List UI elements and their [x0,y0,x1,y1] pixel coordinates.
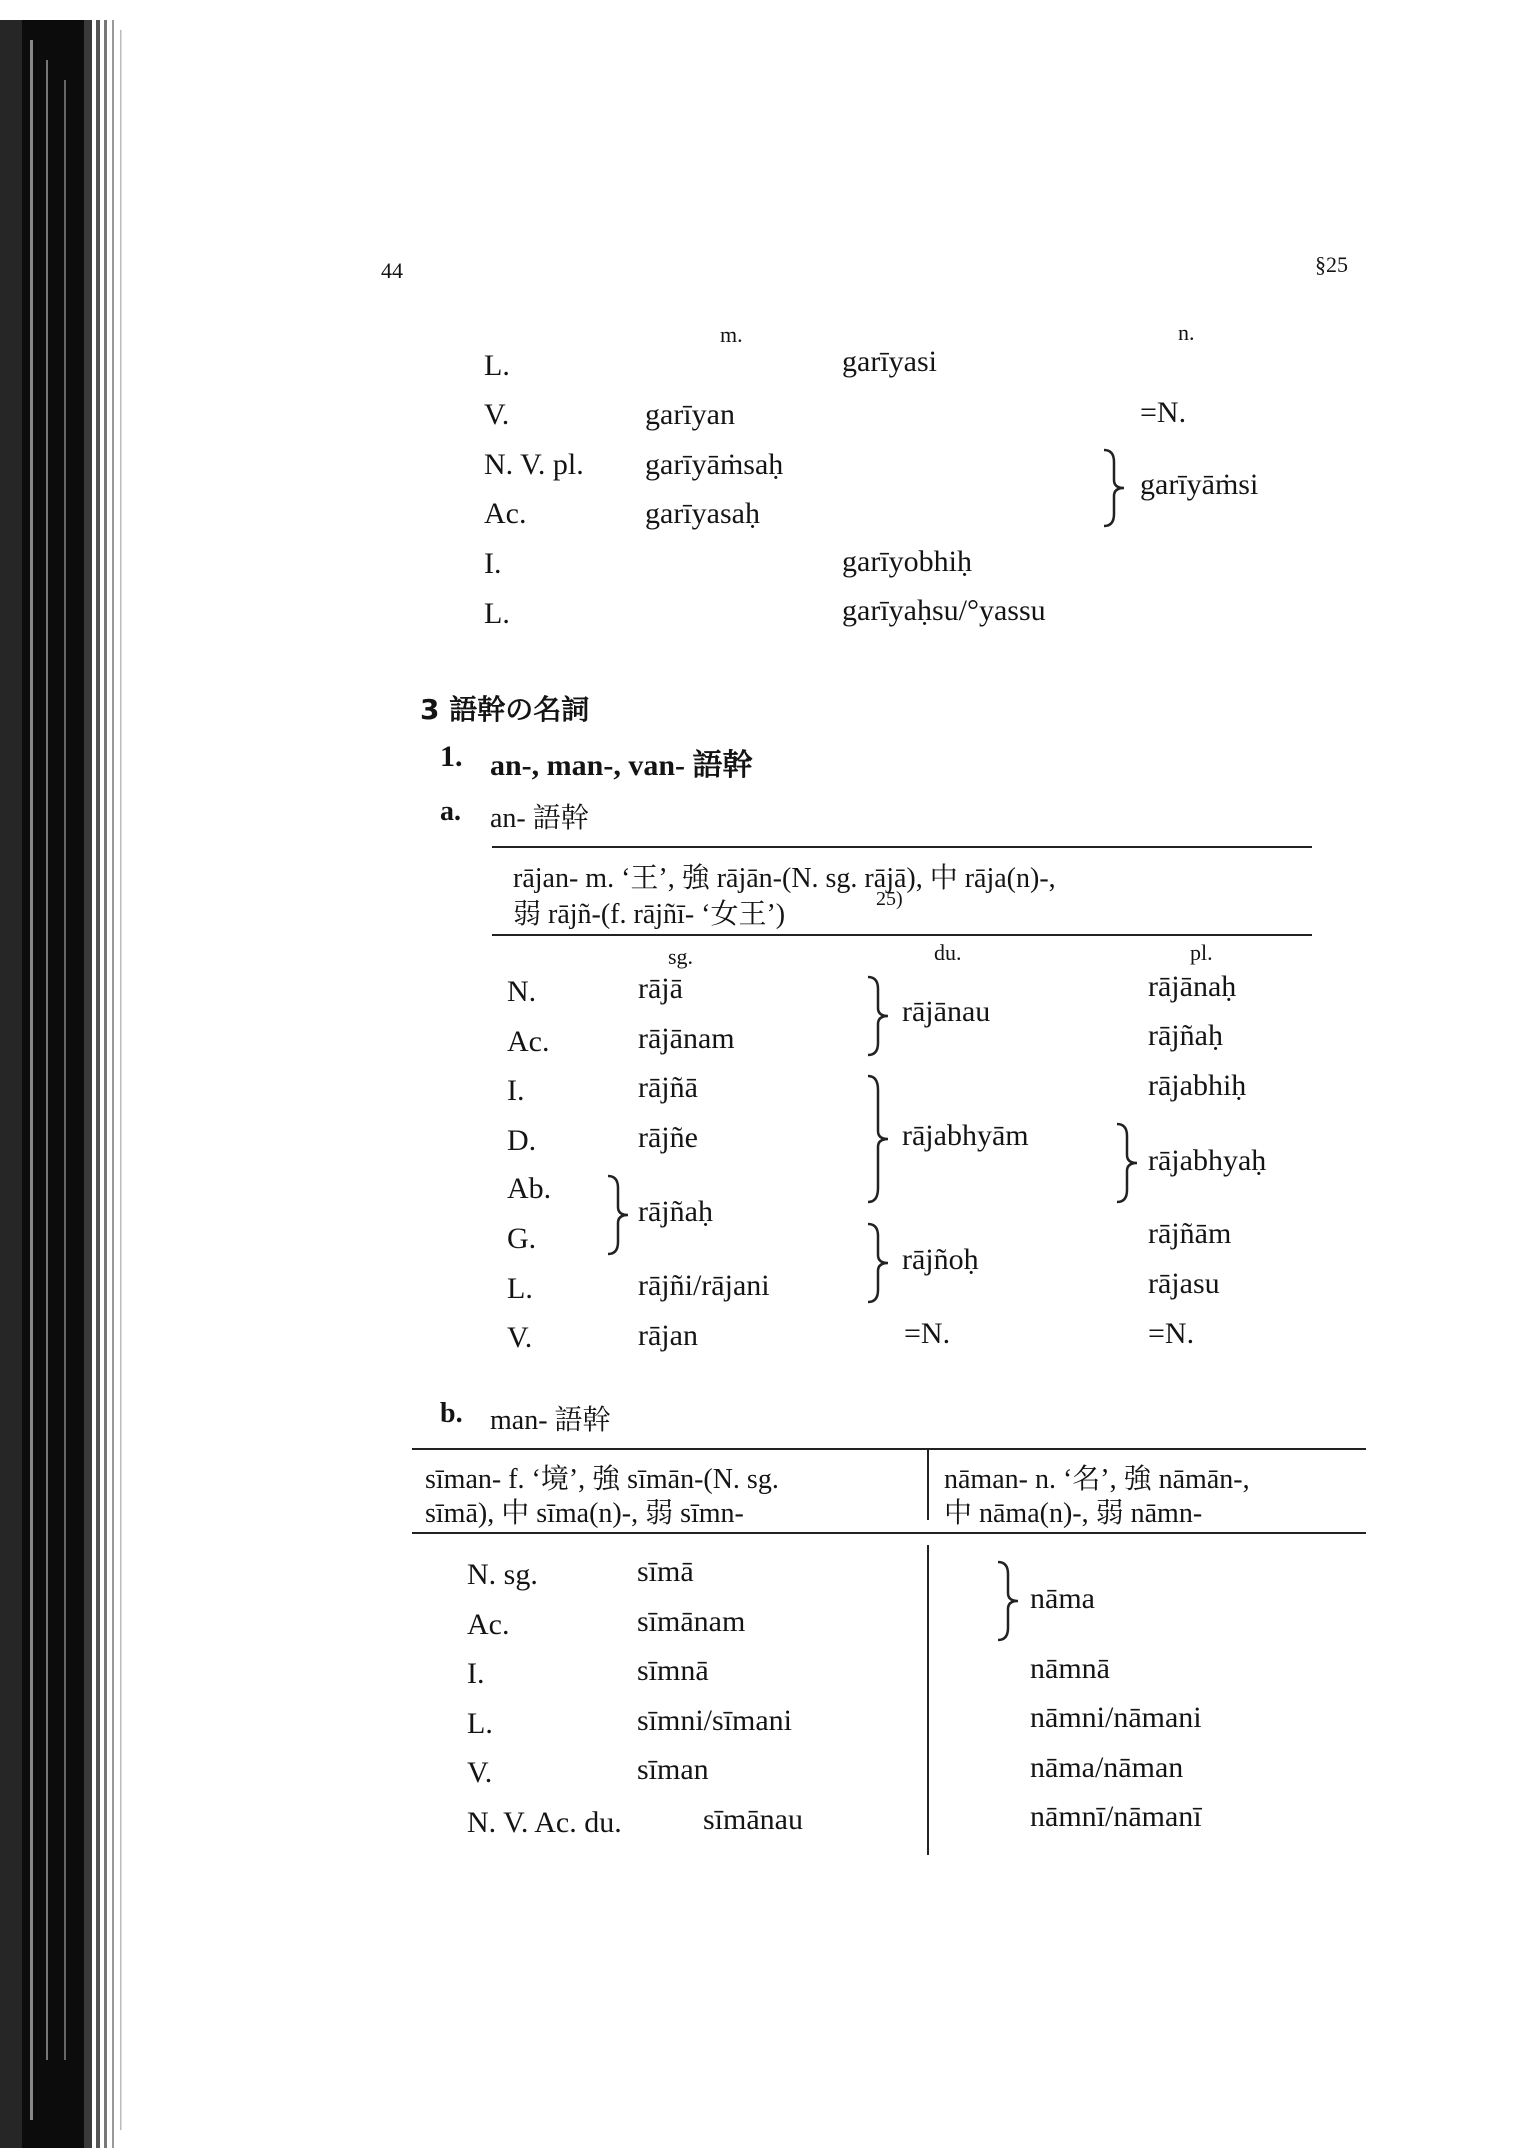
form-m: garīyan [645,398,735,431]
case-label: N. V. pl. [484,448,584,481]
subsection-number: 1. [440,740,463,773]
form-sg-bracketed: rājñaḥ [638,1195,713,1228]
case-label: L. [484,597,510,630]
form-n: =N. [1140,396,1187,429]
brace-icon [866,1074,890,1204]
case-label: Ac. [467,1608,510,1641]
column-header-m: m. [720,322,743,347]
table-divider [927,1448,929,1520]
form-common: garīyobhiḥ [842,545,972,578]
column-header-n: n. [1178,320,1195,345]
form-siman: sīmni/sīmani [637,1704,793,1737]
form-siman: sīmnā [637,1654,709,1687]
item-label: b. [440,1398,463,1429]
brace-icon [1102,448,1126,528]
form-pl: rājabhiḥ [1148,1069,1247,1102]
column-header-pl: pl. [1190,940,1213,965]
form-pl-bracketed: rājabhyaḥ [1148,1144,1267,1177]
item-label: a. [440,796,461,827]
form-pl: rājñaḥ [1148,1019,1223,1052]
form-sg: rājñi/rājani [638,1269,770,1302]
form-sg: rājānam [638,1022,735,1055]
table-rule [412,1448,1366,1450]
case-label: L. [484,349,510,382]
form-naman: nāmnā [1030,1652,1110,1685]
form-sg: rājan [638,1319,698,1352]
table-head-left-line1: sīman- f. ‘境’, 強 sīmān-(N. sg. [425,1464,779,1495]
case-label: L. [507,1272,533,1305]
table-rule [492,846,1312,848]
form-common: garīyasi [842,345,937,378]
case-label: I. [484,547,502,580]
form-du: =N. [904,1317,951,1350]
form-common: garīyaḥsu/°yassu [842,594,1046,627]
form-siman: sīman [637,1753,709,1786]
column-header-du: du. [934,940,962,965]
form-naman: nāma/nāman [1030,1751,1184,1784]
case-label: G. [507,1222,537,1255]
case-label: N. V. Ac. du. [467,1806,622,1839]
table-rule [412,1532,1366,1534]
section-marker: §25 [1315,252,1348,277]
form-sg: rājā [638,972,683,1005]
brace-icon [866,975,890,1057]
table-rule [492,934,1312,936]
case-label: V. [467,1756,493,1789]
case-label: Ac. [507,1025,550,1058]
binding-shadow [0,0,140,2148]
form-siman: sīmānam [637,1605,746,1638]
table-head-left-line2: sīmā), 中 sīma(n)-, 弱 sīmn- [425,1498,744,1529]
form-naman-bracketed: nāma [1030,1582,1095,1615]
brace-icon [606,1174,630,1256]
table-caption-line1: rājan- m. ‘王’, 強 rājān-(N. sg. rājā), 中 rāja(n)-, [513,863,1056,894]
form-du-bracketed: rājabhyām [902,1119,1029,1152]
case-label: V. [507,1321,533,1354]
case-label: I. [467,1657,485,1690]
section-heading: 3 語幹の名詞 [420,693,590,726]
case-label: L. [467,1707,493,1740]
item-title: man- 語幹 [490,1405,611,1436]
case-label: V. [484,398,510,431]
table-head-right-line1: nāman- n. ‘名’, 強 nāmān-, [944,1464,1250,1495]
brace-icon [866,1222,890,1304]
case-label: Ab. [507,1172,552,1205]
form-naman: nāmnī/nāmanī [1030,1800,1202,1833]
case-label: Ac. [484,497,527,530]
form-sg: rājñā [638,1071,698,1104]
table-caption-line2: 弱 rājñ-(f. rājñī- ‘女王’) [513,899,786,930]
form-siman: sīmā [637,1555,694,1588]
brace-icon [996,1560,1020,1642]
case-label: D. [507,1124,537,1157]
form-naman: nāmni/nāmani [1030,1701,1202,1734]
form-siman: sīmānau [703,1803,803,1836]
form-du-bracketed: rājñoḥ [902,1243,979,1276]
subsection-title: an-, man-, van- 語幹 [490,749,753,782]
page-number: 44 [381,258,403,283]
form-pl: rājānaḥ [1148,970,1237,1003]
form-m: garīyāṁsaḥ [645,448,784,481]
column-header-sg: sg. [668,944,694,969]
form-m: garīyasaḥ [645,497,760,530]
form-pl: =N. [1148,1317,1195,1350]
form-du-bracketed: rājānau [902,995,991,1028]
form-pl: rājasu [1148,1267,1220,1300]
case-label: I. [507,1074,525,1107]
case-label: N. sg. [467,1558,538,1591]
table-divider [927,1545,929,1855]
form-n-bracketed: garīyāṁsi [1140,468,1259,501]
table-head-right-line2: 中 nāma(n)-, 弱 nāmn- [944,1498,1203,1529]
case-label: N. [507,975,537,1008]
item-title: an- 語幹 [490,803,589,834]
form-sg: rājñe [638,1121,698,1154]
brace-icon [1115,1122,1139,1204]
footnote-marker: 25) [876,888,903,910]
form-pl: rājñām [1148,1217,1232,1250]
